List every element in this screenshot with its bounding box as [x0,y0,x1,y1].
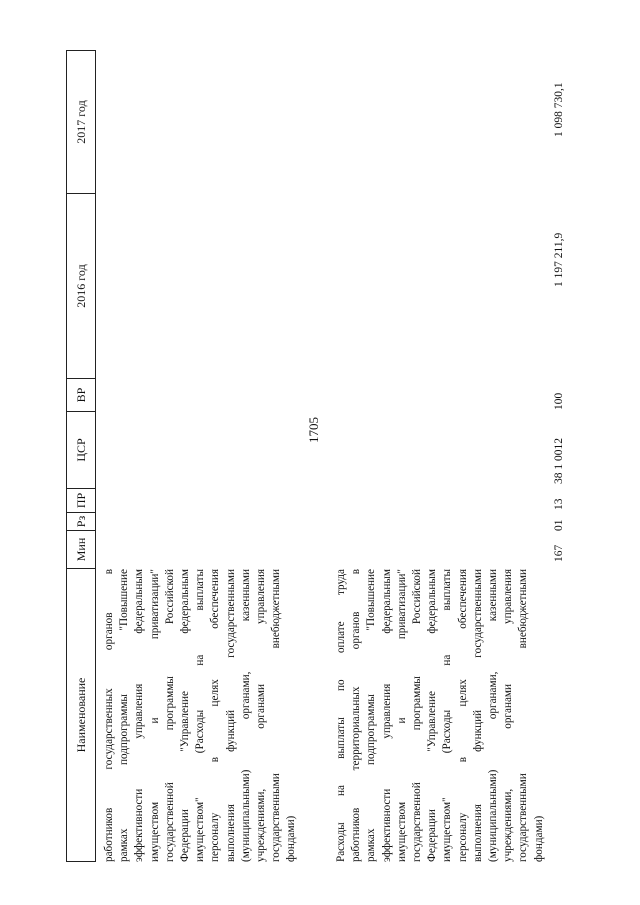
row-description-continued [102,569,300,862]
description-line: эффективности управления федеральным [380,569,393,862]
description-line: учреждениями, органами управления [255,569,268,862]
description-line: государственной программы Российской [163,569,176,862]
budget-table-page [66,52,586,862]
header-2017: 2017 год [73,100,88,144]
description-line: имуществом и приватизации" [148,569,161,862]
description-line: государственной программы Российской [411,569,424,862]
description-line: работников государственных органов в [103,569,115,862]
description-line: фондами) [285,815,298,862]
description-line: выполнения функций государственными [471,569,484,862]
description-line: имуществом" (Расходы на выплаты [441,569,454,862]
table-header [66,50,96,862]
header-pr: ПР [67,488,95,512]
description-line: (муниципальными) органами, казенными [487,569,500,862]
cell-rz: 01 [553,519,565,531]
description-line: имуществом" (Расходы на выплаты [194,569,207,862]
cell-pr: 13 [553,498,565,510]
description-line: государственными внебюджетными [270,569,283,862]
header-2016: 2016 год [67,193,95,378]
row-description-territorial [334,569,547,862]
description-line: имуществом и приватизации" [395,569,408,862]
description-line: учреждениями, органами управления [502,569,515,862]
cell-vr: 100 [553,392,565,410]
description-line: рамках подпрограммы "Повышение [118,569,131,862]
cell-2016: 1 197 211,9 [553,232,565,287]
description-line: работников территориальных органов в [350,569,363,862]
description-line: эффективности управления федеральным [133,569,146,862]
cell-csr: 38 1 0012 [553,438,565,484]
description-line: государственными внебюджетными [517,569,530,862]
description-line: фондами) [532,815,545,862]
description-line: выполнения функций государственными [224,569,237,862]
description-line: Федерации "Управление федеральным [426,569,439,862]
cell-2017: 1 098 730,1 [553,82,565,137]
description-line: (муниципальными) органами, казенными [239,569,252,862]
header-rz: Рз [67,512,95,530]
description-line: Федерации "Управление федеральным [179,569,192,862]
header-name: Наименование [67,568,95,861]
header-vr: ВР [67,378,95,411]
page-number: 1705 [306,417,321,443]
header-min: Мин [67,530,95,568]
description-line: рамках подпрограммы "Повышение [365,569,378,862]
cell-min: 167 [553,544,565,562]
header-csr: ЦСР [67,411,95,488]
description-line: персоналу в целях обеспечения [209,569,222,862]
description-line: персоналу в целях обеспечения [456,569,469,862]
description-line: Расходы на выплаты по оплате труда [335,569,347,862]
